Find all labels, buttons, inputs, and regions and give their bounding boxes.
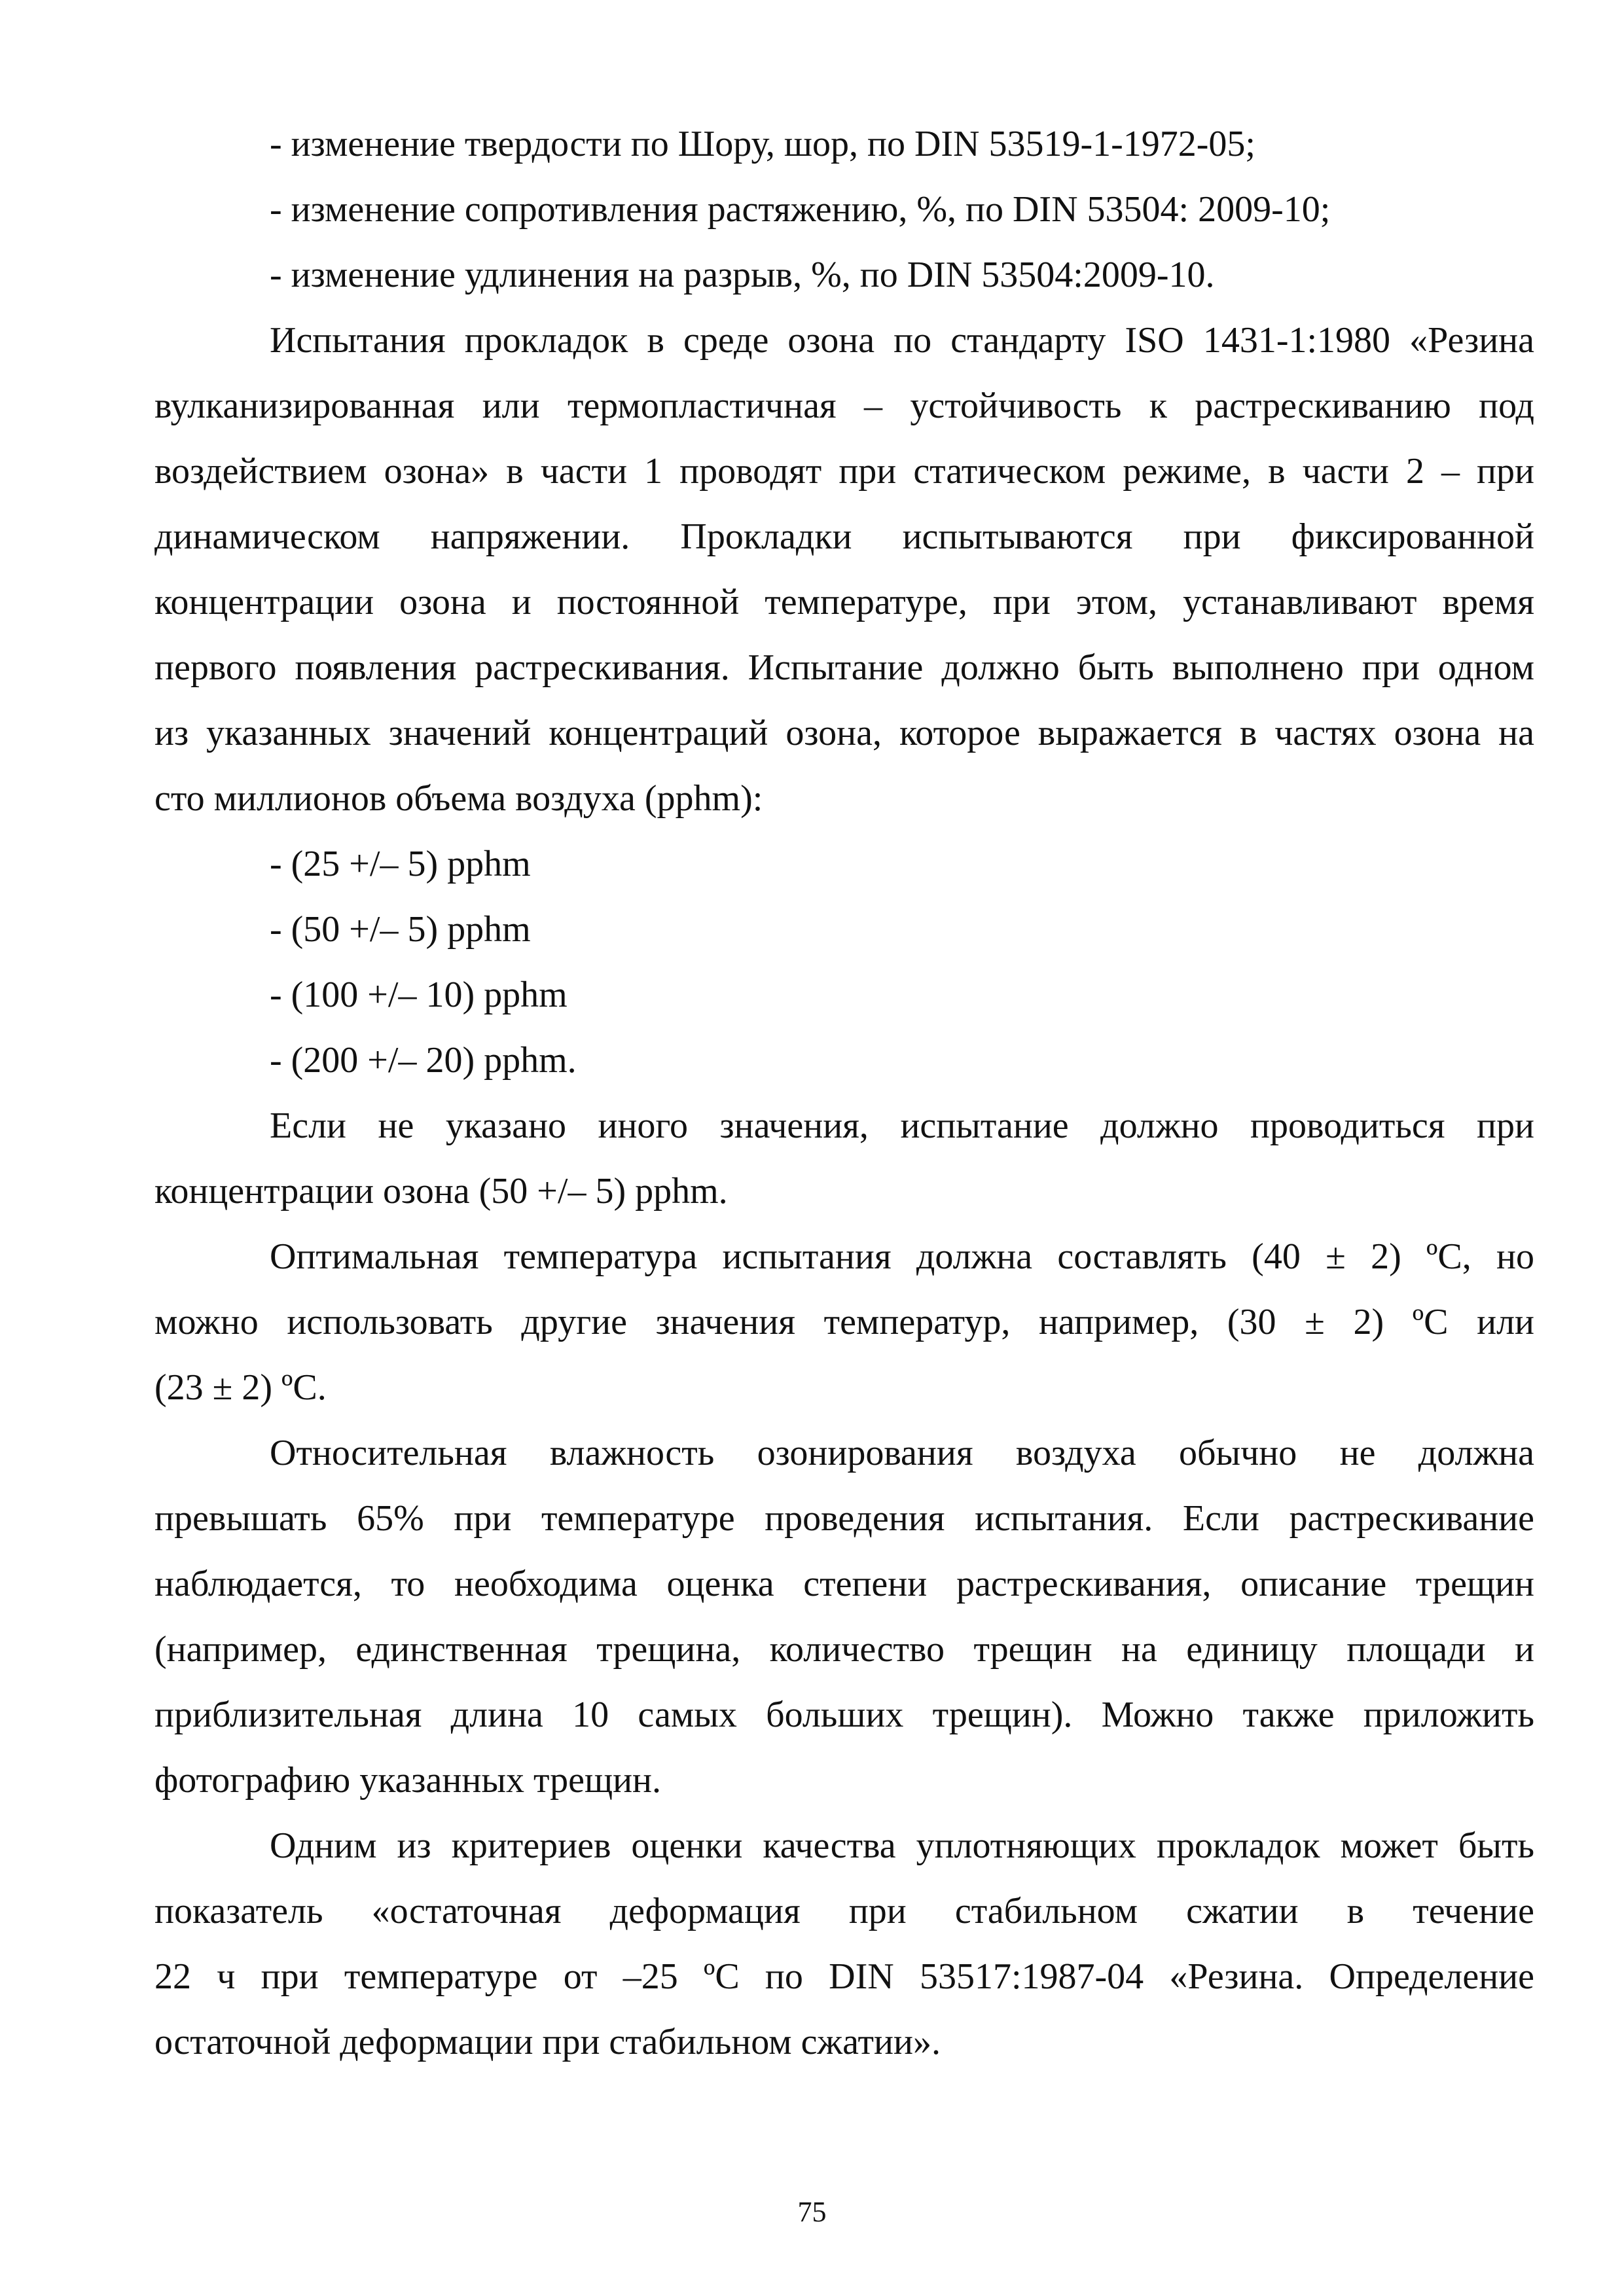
paragraph-ozone-line-4: динамическом напряжении. Прокладки испытываются при фиксированной: [154, 516, 1534, 557]
paragraph-temperature-line-3: (23 ± 2) ºC.: [154, 1367, 327, 1408]
paragraph-compression-line-4: остаточной деформации при стабильном сжатии».: [154, 2022, 941, 2062]
paragraph-compression-line-3: 22 ч при температуре от –25 ºC по DIN 53517:1987-04 «Резина. Определение: [154, 1956, 1534, 1997]
paragraph-ozone-line-6: первого появления растрескивания. Испытание должно быть выполнено при одном: [154, 647, 1534, 688]
paragraph-ozone-line-8: сто миллионов объема воздуха (pphm):: [154, 778, 763, 819]
page-number: 75: [797, 2196, 827, 2228]
paragraph-humidity-line-3: наблюдается, то необходима оценка степени растрескивания, описание трещин: [154, 1564, 1534, 1604]
document-page: [154, 111, 1534, 2075]
paragraph-humidity-line-1: Относительная влажность озонирования воздуха обычно не должна: [270, 1433, 1534, 1473]
list-item-elongation: - изменение удлинения на разрыв, %, по DIN 53504:2009-10.: [270, 255, 1215, 295]
list-item-pphm-50: - (50 +/– 5) pphm: [270, 909, 531, 950]
paragraph-ozone-line-3: воздействием озона» в части 1 проводят при статическом режиме, в части 2 – при: [154, 451, 1534, 492]
paragraph-temperature-line-1: Оптимальная температура испытания должна составлять (40 ± 2) ºC, но: [270, 1236, 1534, 1277]
paragraph-compression-line-2: показатель «остаточная деформация при стабильном сжатии в течение: [154, 1891, 1534, 1931]
paragraph-humidity-line-5: приблизительная длина 10 самых больших трещин). Можно также приложить: [154, 1695, 1534, 1735]
list-item-shore-hardness: - изменение твердости по Шору, шор, по DIN 53519-1-1972-05;: [270, 124, 1255, 164]
paragraph-default-concentration-line-1: Если не указано иного значения, испытание должно проводиться при: [270, 1105, 1534, 1146]
paragraph-default-concentration-line-2: концентрации озона (50 +/– 5) pphm.: [154, 1171, 728, 1211]
list-item-pphm-25: - (25 +/– 5) pphm: [270, 844, 531, 884]
paragraph-humidity-line-6: фотографию указанных трещин.: [154, 1760, 662, 1801]
paragraph-ozone-line-5: концентрации озона и постоянной температуре, при этом, устанавливают время: [154, 582, 1534, 622]
paragraph-ozone-line-2: вулканизированная или термопластичная – устойчивость к растрескиванию под: [154, 386, 1534, 426]
paragraph-ozone-line-7: из указанных значений концентраций озона, которое выражается в частях озона на: [154, 713, 1534, 753]
paragraph-humidity-line-2: превышать 65% при температуре проведения испытания. Если растрескивание: [154, 1498, 1534, 1539]
list-item-pphm-200: - (200 +/– 20) pphm.: [270, 1040, 577, 1081]
paragraph-humidity-line-4: (например, единственная трещина, количество трещин на единицу площади и: [154, 1629, 1534, 1670]
list-item-pphm-100: - (100 +/– 10) pphm: [270, 975, 568, 1015]
list-item-tensile-strength: - изменение сопротивления растяжению, %, по DIN 53504: 2009-10;: [270, 189, 1331, 230]
paragraph-temperature-line-2: можно использовать другие значения температур, например, (30 ± 2) ºC или: [154, 1302, 1534, 1342]
paragraph-compression-line-1: Одним из критериев оценки качества уплотняющих прокладок может быть: [270, 1825, 1534, 1866]
paragraph-ozone-line-1: Испытания прокладок в среде озона по стандарту ISO 1431-1:1980 «Резина: [270, 320, 1534, 361]
